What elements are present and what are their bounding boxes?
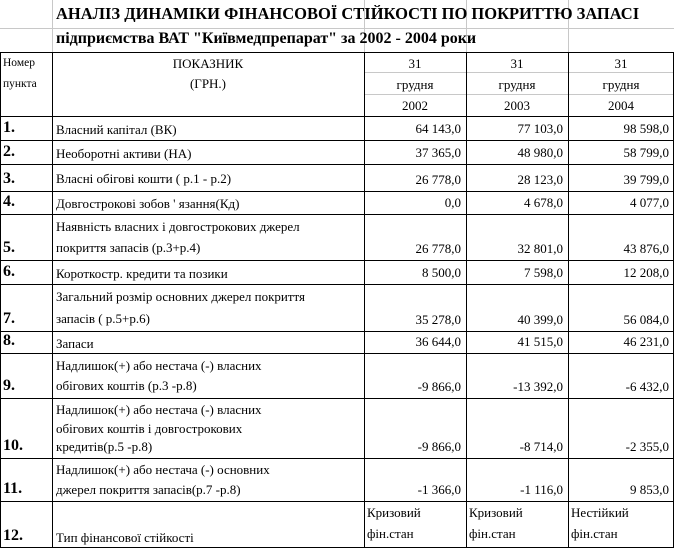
header-date-year: 2002 — [402, 98, 428, 113]
table-border-h — [0, 501, 674, 502]
header-date-month: грудня — [498, 77, 536, 92]
stability-type: фін.стан — [367, 526, 414, 541]
indicator-name: покриття запасів (р.3+р.4) — [56, 240, 201, 255]
table-border-v — [364, 52, 365, 548]
value-cell: 28 123,0 — [517, 172, 563, 187]
table-border-h — [0, 214, 674, 215]
value-cell: -13 392,0 — [513, 379, 563, 394]
indicator-name: Запаси — [56, 335, 94, 351]
value-cell: 0,0 — [444, 195, 461, 210]
header-number-label: пункта — [3, 78, 37, 90]
stability-type: Кризовий — [469, 505, 523, 520]
value-cell: -9 866,0 — [417, 379, 461, 394]
table-border-v — [52, 52, 53, 548]
table-border-v — [568, 52, 569, 548]
indicator-name: Власні обігові кошти ( р.1 - р.2) — [56, 171, 232, 186]
value-cell: 4 077,0 — [630, 195, 669, 210]
indicator-name: Надлишок(+) або нестача (-) власних — [56, 357, 262, 373]
indicator-name: Тип фінансової стійкості — [56, 530, 194, 545]
header-date-year: 2003 — [504, 98, 530, 113]
indicator-name: обігових коштів (р.3 -р.8) — [56, 378, 197, 394]
value-cell: 41 515,0 — [517, 334, 563, 349]
header-date-day: 31 — [614, 56, 628, 71]
row-number: 11. — [3, 480, 23, 497]
row-number: 3. — [3, 170, 15, 187]
row-number: 8. — [3, 332, 15, 349]
row-number: 4. — [3, 193, 15, 210]
indicator-name: запасів ( р.5+р.6) — [56, 310, 150, 326]
row-number: 9. — [3, 377, 15, 394]
value-cell: 56 084,0 — [623, 312, 669, 327]
table-border-h — [0, 284, 674, 285]
row-number: 7. — [3, 310, 15, 327]
value-cell: 8 500,0 — [422, 265, 461, 280]
value-cell: -9 866,0 — [417, 439, 461, 454]
indicator-name: Загальний розмір основних джерел покриття — [56, 289, 306, 305]
table-border-h — [0, 331, 674, 332]
table-border-v — [466, 52, 467, 548]
indicator-name: Короткостр. кредити та позики — [56, 265, 228, 281]
row-number: 2. — [3, 143, 15, 160]
header-number-label: Номер — [3, 57, 35, 69]
value-cell: 98 598,0 — [623, 121, 669, 136]
value-cell: -6 432,0 — [625, 379, 669, 394]
value-cell: 9 853,0 — [630, 482, 669, 497]
header-date-month: грудня — [396, 77, 434, 92]
stability-type: Кризовий — [367, 505, 421, 520]
header-date-day: 31 — [408, 56, 422, 71]
table-border-h — [0, 191, 674, 192]
value-cell: -1 366,0 — [417, 482, 461, 497]
table-border-h — [0, 353, 674, 354]
table-border-v — [0, 52, 1, 548]
header-indicator-label: ПОКАЗНИК — [172, 56, 244, 71]
row-number: 6. — [3, 263, 15, 280]
value-cell: 37 365,0 — [415, 145, 461, 160]
indicator-name: обігових коштів і довгострокових — [56, 420, 243, 436]
value-cell: 58 799,0 — [623, 145, 669, 160]
indicator-name: Наявність власних і довгострокових джерел — [56, 219, 300, 234]
report-title: АНАЛІЗ ДИНАМІКИ ФІНАНСОВОЇ СТІЙКОСТІ ПО ПОКРИТТЮ ЗАПАСІ — [56, 5, 640, 22]
value-cell: 35 278,0 — [415, 312, 461, 327]
table-border-h — [0, 52, 674, 53]
report-subtitle: підприємства ВАТ "Київмедпрепарат" за 2002 - 2004 роки — [56, 30, 477, 47]
header-divider — [364, 72, 674, 73]
header-indicator-unit: (ГРН.) — [189, 76, 227, 91]
indicator-name: кредитів(р.5 -р.8) — [56, 439, 153, 455]
row-number: 12. — [3, 527, 23, 544]
value-cell: 26 778,0 — [415, 241, 461, 256]
header-date-day: 31 — [510, 56, 524, 71]
value-cell: 77 103,0 — [517, 121, 563, 136]
table-border-h — [0, 140, 674, 141]
value-cell: -1 116,0 — [520, 482, 563, 497]
value-cell: 7 598,0 — [524, 265, 563, 280]
value-cell: 12 208,0 — [623, 265, 669, 280]
stability-type: фін.стан — [571, 526, 618, 541]
value-cell: 46 231,0 — [623, 334, 669, 349]
row-number: 10. — [3, 437, 23, 454]
indicator-name: джерел покриття запасів(р.7 -р.8) — [56, 481, 241, 497]
value-cell: 26 778,0 — [415, 172, 461, 187]
row-number: 1. — [3, 119, 15, 136]
indicator-name: Власний капітал (ВК) — [56, 121, 177, 137]
table-border-h — [0, 164, 674, 165]
value-cell: 40 399,0 — [517, 312, 563, 327]
row-number: 5. — [3, 239, 15, 256]
stability-type: фін.стан — [469, 526, 516, 541]
gridline-h — [0, 28, 674, 29]
value-cell: 48 980,0 — [517, 145, 563, 160]
value-cell: 64 143,0 — [415, 121, 461, 136]
value-cell: -8 714,0 — [519, 439, 563, 454]
table-border-h — [0, 116, 674, 117]
indicator-name: Надлишок(+) або нестача (-) власних — [56, 401, 262, 417]
value-cell: 4 678,0 — [524, 195, 563, 210]
value-cell: 32 801,0 — [517, 241, 563, 256]
indicator-name: Довгострокові зобов ' язання(Кд) — [56, 196, 240, 211]
gridline-v — [52, 0, 53, 52]
value-cell: 39 799,0 — [623, 172, 669, 187]
table-border-h — [0, 458, 674, 459]
value-cell: 36 644,0 — [415, 334, 461, 349]
header-divider — [364, 94, 674, 95]
value-cell: 43 876,0 — [623, 241, 669, 256]
stability-type: Нестійкий — [571, 505, 629, 520]
header-date-month: грудня — [602, 77, 640, 92]
value-cell: -2 355,0 — [625, 439, 669, 454]
indicator-name: Надлишок(+) або нестача (-) основних — [56, 462, 270, 478]
header-date-year: 2004 — [608, 98, 634, 113]
table-border-h — [0, 260, 674, 261]
table-border-h — [0, 398, 674, 399]
indicator-name: Необоротні активи (НА) — [56, 145, 192, 161]
